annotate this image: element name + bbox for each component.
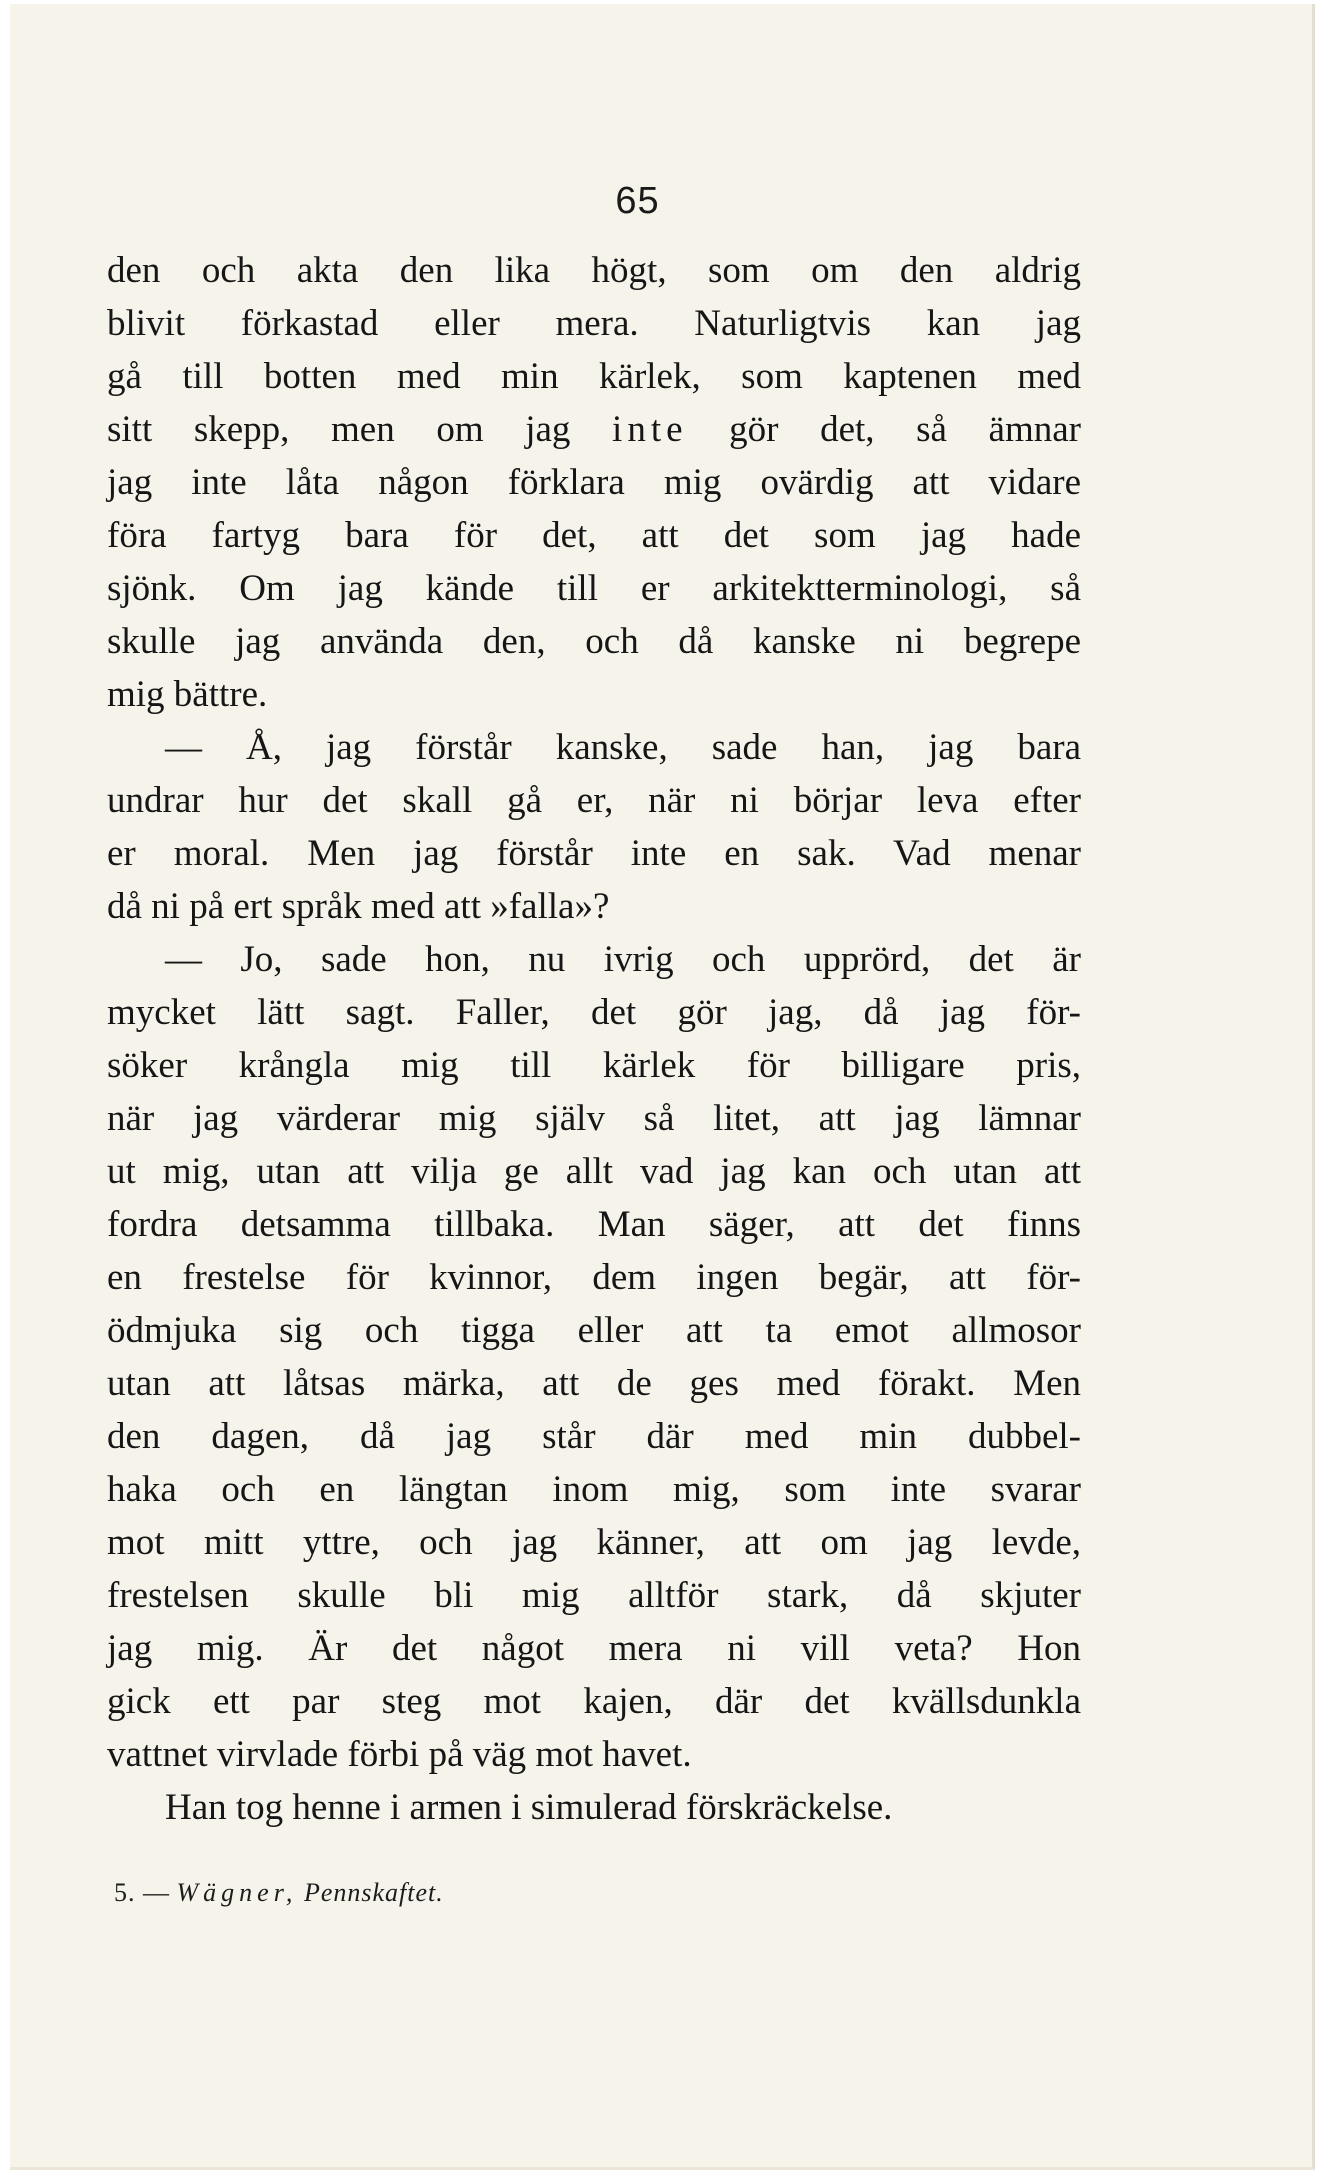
- text-line: sjönk. Om jag kände till er arkitektterminologi, så: [107, 568, 1081, 609]
- text-line: då ni på ert språk med att »falla»?: [107, 886, 610, 927]
- text-line: blivit förkastad eller mera. Naturligtvis kan jag: [107, 303, 1081, 344]
- text-line: jag inte låta någon förklara mig ovärdig att vidare: [107, 462, 1081, 503]
- footer-book-title: Pennskaftet.: [303, 1878, 444, 1907]
- signature-mark: 5. —: [114, 1878, 170, 1907]
- text-line: den dagen, då jag står där med min dubbel-: [107, 1416, 1081, 1457]
- text-line: undrar hur det skall gå er, när ni börjar leva efter: [107, 780, 1081, 821]
- footer-author: Wägner,: [176, 1878, 298, 1907]
- text-line: en frestelse för kvinnor, dem ingen begär, att för-: [107, 1257, 1081, 1298]
- text-line: skulle jag använda den, och då kanske ni begrepe: [107, 621, 1081, 662]
- body-text: [107, 244, 1081, 1834]
- text-line: Han tog henne i armen i simulerad förskräckelse.: [165, 1787, 893, 1828]
- text-fragment: gör det, så ämnar: [687, 409, 1082, 450]
- text-line: jag mig. Är det något mera ni vill veta? Hon: [107, 1628, 1081, 1669]
- text-line: mig bättre.: [107, 674, 268, 715]
- text-line: frestelsen skulle bli mig alltför stark, då skjuter: [107, 1575, 1081, 1616]
- text-line: [107, 403, 1081, 456]
- text-line: den och akta den lika högt, som om den aldrig: [107, 250, 1081, 291]
- text-line: ödmjuka sig och tigga eller att ta emot allmosor: [107, 1310, 1081, 1351]
- text-line: gick ett par steg mot kajen, där det kvällsdunkla: [107, 1681, 1081, 1722]
- signature-line: [114, 1878, 444, 1908]
- text-line: vattnet virvlade förbi på väg mot havet.: [107, 1734, 692, 1775]
- text-line: gå till botten med min kärlek, som kaptenen med: [107, 356, 1081, 397]
- page-number: 65: [615, 180, 660, 222]
- text-line: — Jo, sade hon, nu ivrig och upprörd, det är: [165, 939, 1081, 980]
- text-line: mycket lätt sagt. Faller, det gör jag, då jag för-: [107, 992, 1081, 1033]
- text-line: utan att låtsas märka, att de ges med förakt. Men: [107, 1363, 1081, 1404]
- text-line: fordra detsamma tillbaka. Man säger, att det finns: [107, 1204, 1081, 1245]
- text-line: föra fartyg bara för det, att det som jag hade: [107, 515, 1081, 556]
- emphasized-word: inte: [612, 409, 688, 450]
- text-line: när jag värderar mig själv så litet, att jag lämnar: [107, 1098, 1081, 1139]
- text-line: er moral. Men jag förstår inte en sak. Vad menar: [107, 833, 1081, 874]
- text-line: haka och en längtan inom mig, som inte svarar: [107, 1469, 1081, 1510]
- text-line: mot mitt yttre, och jag känner, att om jag levde,: [107, 1522, 1081, 1563]
- text-line: ut mig, utan att vilja ge allt vad jag kan och utan att: [107, 1151, 1081, 1192]
- text-fragment: sitt skepp, men om jag: [107, 409, 613, 450]
- text-line: — Å, jag förstår kanske, sade han, jag bara: [165, 727, 1081, 768]
- text-line: söker krångla mig till kärlek för billigare pris,: [107, 1045, 1081, 1086]
- book-page: [10, 4, 1315, 2170]
